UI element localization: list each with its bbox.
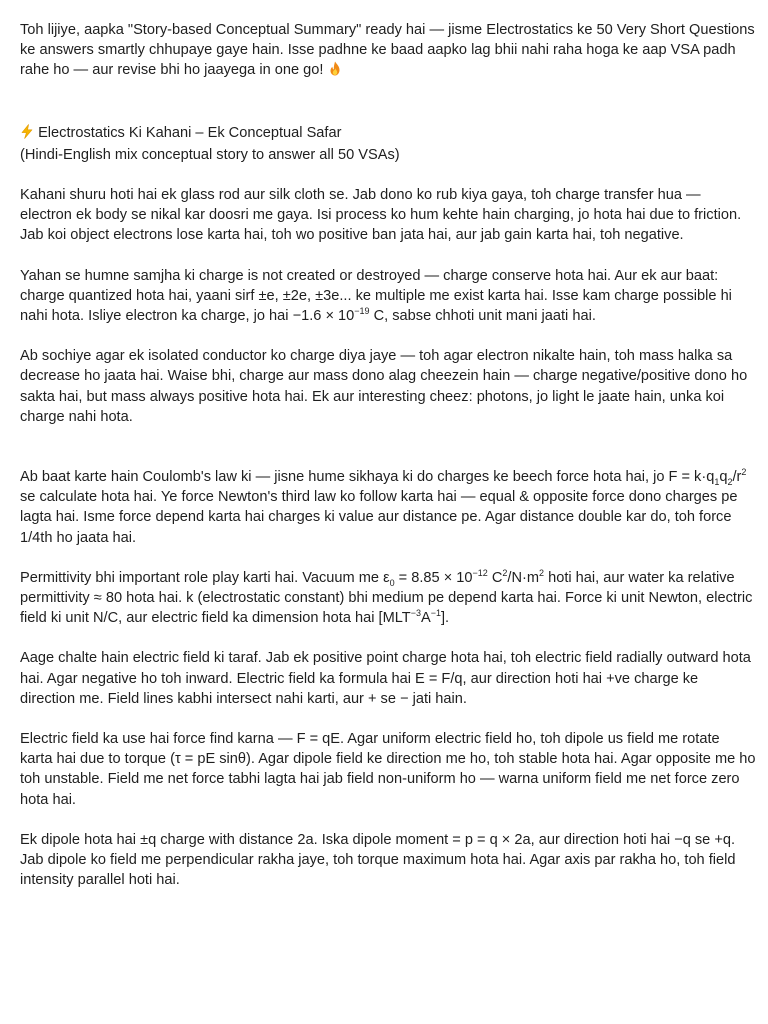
paragraph-dipole-torque: Electric field ka use hai force find karna — F = qE. Agar uniform electric field ho, toh dipole us field me rotate karta hai due to torque (τ = pE sinθ). Agar dipole field ke direction me ho, toh stable hota hai. Agar opposite me ho toh unstable. Field me net force tabhi lagta hai jab field non-uniform ho — warna uniform field me net force zero hota hai. bbox=[20, 731, 756, 808]
superscript: −19 bbox=[354, 306, 370, 317]
subscript: 2 bbox=[727, 476, 733, 487]
superscript: −3 bbox=[410, 608, 421, 619]
text-fragment: C bbox=[487, 569, 503, 586]
paragraph-conservation bbox=[20, 266, 756, 327]
text-fragment: q bbox=[719, 469, 728, 486]
text-fragment: /N·m bbox=[507, 569, 540, 586]
text-fragment: se calculate hota hai. Ye force Newton's third law ko follow karta hai — equal & opposite force dono charges pe lagta hai. Isme force depend karta hai charges ki value aur distance pe. Agar distance double kar do, toh force 1/4th ho jaata hai. bbox=[20, 489, 738, 546]
text-fragment: /r bbox=[732, 469, 742, 486]
paragraph-permittivity bbox=[20, 568, 756, 629]
intro-text: Toh lijiye, aapka "Story-based Conceptual Summary" ready hai — jisme Electrostatics ke 50 Very Short Questions ke answers smartly chhupaye gaye hain. Isse padhne ke baad aapko lag bhii nahi raha hoga ke aap VSA padh rahe ho — aur revise bhi ho jaayega in one go! bbox=[20, 22, 755, 79]
story-title: Electrostatics Ki Kahani – Ek Conceptual Safar bbox=[38, 124, 342, 141]
intro-paragraph bbox=[20, 20, 756, 83]
text-fragment: Permittivity bhi important role play karti hai. Vacuum me ε bbox=[20, 569, 390, 586]
subscript: 1 bbox=[714, 476, 720, 487]
story-title-line bbox=[20, 123, 756, 145]
subscript: 0 bbox=[389, 577, 395, 588]
superscript: 2 bbox=[502, 568, 508, 578]
superscript: −1 bbox=[430, 608, 441, 619]
superscript: −12 bbox=[472, 568, 488, 578]
document-body bbox=[20, 20, 756, 911]
superscript: 2 bbox=[539, 568, 545, 578]
paragraph-dipole-moment: Ek dipole hota hai ±q charge with distance 2a. Iska dipole moment = p = q × 2a, aur direction hoti hai −q se +q. Jab dipole ko field me perpendicular rakha jaye, toh torque maximum hota hai. Agar axis par rakha ho, toh field intensity parallel hoti hai. bbox=[20, 831, 736, 889]
text-fragment: C, sabse chhoti unit mani jaati hai. bbox=[369, 308, 596, 325]
paragraph-electric-field: Aage chalte hain electric field ki taraf. Jab ek positive point charge hota hai, toh electric field radially outward hota hai. Agar negative ho toh inward. Electric field ka formula hai E = F/q, aur direction hoti hai +ve charge ke direction me. Field lines kabhi intersect nahi karti, aur + se − jati hain. bbox=[20, 650, 751, 707]
story-subtitle: (Hindi-English mix conceptual story to answer all 50 VSAs) bbox=[20, 146, 400, 163]
text-fragment: Ab baat karte hain Coulomb's law ki — jisne hume sikhaya ki do charges ke beech force hota hai, jo F = k·q bbox=[20, 469, 715, 486]
lightning-icon bbox=[20, 124, 34, 145]
text-fragment: A bbox=[420, 610, 431, 627]
text-fragment: ]. bbox=[440, 610, 450, 627]
text-fragment: Yahan se humne samjha ki charge is not created or destroyed — charge conserve hota hai. Aur ek aur baat: charge quantized hota hai, yaani sirf ±e, ±2e, ±3e... ke multiple me exist karta hai. Isse kam charge possible hi nahi hota. Isliye electron ka charge, jo hai −1.6 × 10 bbox=[20, 267, 732, 325]
story-heading bbox=[20, 123, 756, 165]
paragraph-mass: Ab sochiye agar ek isolated conductor ko charge diya jaye — toh agar electron nikalte hain, toh mass halka sa decrease ho jaata hai. Waise bhi, charge aur mass dono alag cheezein hain — charge negative/positive dono ho sakta hai, but mass always positive hota hai. Ek aur interesting cheez: photons, jo light le jaate hain, unka koi charge nahi hota. bbox=[20, 348, 748, 425]
superscript: 2 bbox=[741, 467, 747, 478]
paragraph-charging: Kahani shuru hoti hai ek glass rod aur silk cloth se. Jab dono ko rub kiya gaya, toh charge transfer hua — electron ek body se nikal kar doosri me gaya. Isi process ko hum kehte hain charging, jo hota hai due to friction. Jab koi object electrons lose karta hai, toh wo positive ban jata hai, aur jab gain karta hai, toh negative. bbox=[20, 187, 742, 244]
fire-icon bbox=[328, 61, 342, 82]
text-fragment: = 8.85 × 10 bbox=[394, 569, 473, 586]
paragraph-coulomb bbox=[20, 467, 756, 548]
text-fragment: hoti hai, aur water ka relative permittivity ≈ 80 hota hai. k (electrostatic constant) bhi medium pe depend karta hai. Force ki unit Newton, electric field ki unit N/C, aur electric field ka dimension hota hai [MLT bbox=[20, 569, 753, 627]
